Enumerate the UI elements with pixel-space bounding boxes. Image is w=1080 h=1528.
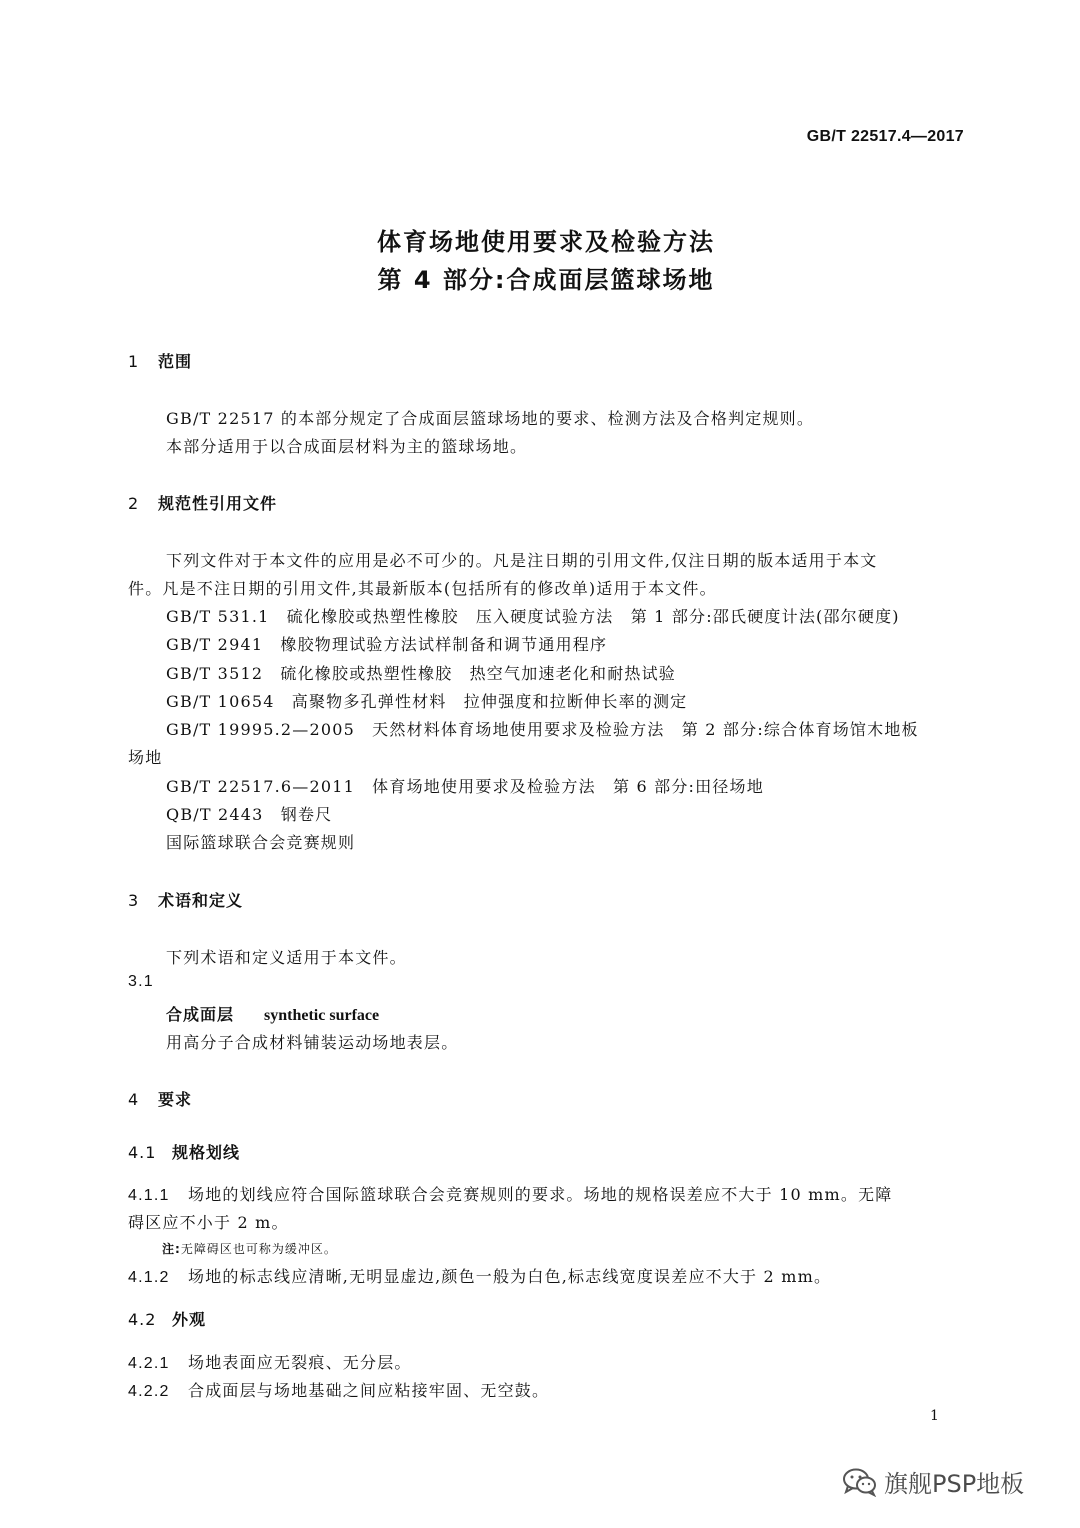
note: 注:无障碍区也可称为缓冲区。 — [162, 1242, 337, 1256]
document-title: 体育场地使用要求及检验方法 — [377, 228, 715, 256]
reference-item: GB/T 2941 橡胶物理试验方法试样制备和调节通用程序 — [166, 635, 608, 654]
reference-item: GB/T 10654 高聚物多孔弹性材料 拉伸强度和拉断伸长率的测定 — [166, 692, 688, 711]
document-subtitle: 第 4 部分:合成面层篮球场地 — [377, 266, 715, 294]
section-2-heading: 2 规范性引用文件 — [128, 494, 278, 513]
reference-item: 国际篮球联合会竞赛规则 — [166, 833, 356, 852]
reference-item: GB/T 19995.2—2005 天然材料体育场地使用要求及检验方法 第 2 部分:综合体育场馆木地板 — [166, 720, 919, 739]
clause-4-2-2: 4.2.2 合成面层与场地基础之间应粘接牢固、无空鼓。 — [128, 1381, 550, 1400]
term-entry — [166, 1002, 379, 1025]
section-1-heading: 1 范围 — [128, 352, 193, 371]
watermark — [842, 1464, 1024, 1499]
term-chinese: 合成面层 — [166, 1005, 235, 1024]
reference-item: GB/T 531.1 硫化橡胶或热塑性橡胶 压入硬度试验方法 第 1 部分:邵氏硬度计法(邵尔硬度) — [166, 607, 900, 626]
clause-4-1-2: 4.1.2 场地的标志线应清晰,无明显虚边,颜色一般为白色,标志线宽度误差应不大于 2 mm。 — [128, 1267, 832, 1286]
page-number: 1 — [930, 1408, 939, 1424]
section-1-para-1: GB/T 22517 的本部分规定了合成面层篮球场地的要求、检测方法及合格判定规则。 — [166, 409, 815, 428]
term-definition: 用高分子合成材料铺装运动场地表层。 — [166, 1033, 459, 1052]
section-3-intro: 下列术语和定义适用于本文件。 — [166, 948, 407, 967]
section-4-2-heading: 4.2 外观 — [128, 1310, 207, 1329]
term-english: synthetic surface — [264, 1007, 380, 1024]
reference-item-continuation: 场地 — [128, 748, 163, 767]
clause-4-1-1-continuation: 碍区应不小于 2 m。 — [128, 1213, 289, 1232]
section-4-1-heading: 4.1 规格划线 — [128, 1143, 241, 1162]
reference-item: QB/T 2443 钢卷尺 — [166, 805, 333, 824]
section-1-para-2: 本部分适用于以合成面层材料为主的篮球场地。 — [166, 437, 528, 456]
watermark-text: 旗舰PSP地板 — [884, 1470, 1025, 1498]
section-2-intro-line-2: 件。凡是不注日期的引用文件,其最新版本(包括所有的修改单)适用于本文件。 — [128, 579, 717, 598]
section-2-intro-line-1: 下列文件对于本文件的应用是必不可少的。凡是注日期的引用文件,仅注日期的版本适用于本文 — [166, 551, 878, 570]
reference-item: GB/T 22517.6—2011 体育场地使用要求及检验方法 第 6 部分:田径场地 — [166, 777, 764, 796]
wechat-icon — [842, 1467, 878, 1497]
standard-number: GB/T 22517.4—2017 — [806, 128, 964, 145]
reference-item: GB/T 3512 硫化橡胶或热塑性橡胶 热空气加速老化和耐热试验 — [166, 664, 677, 683]
section-3-heading: 3 术语和定义 — [128, 891, 244, 910]
section-4-heading: 4 要求 — [128, 1090, 193, 1109]
clause-4-1-1: 4.1.1 场地的划线应符合国际篮球联合会竞赛规则的要求。场地的规格误差应不大于 10 mm。无障 — [128, 1185, 893, 1204]
clause-4-2-1: 4.2.1 场地表面应无裂痕、无分层。 — [128, 1353, 412, 1372]
term-number: 3.1 — [128, 973, 154, 990]
